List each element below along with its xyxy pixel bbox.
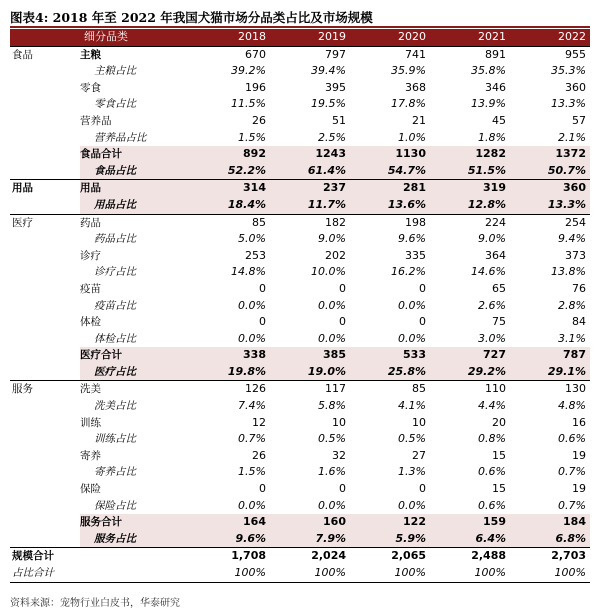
table-row [10, 298, 590, 315]
table-row [10, 464, 590, 481]
value-cell: 2,488 [430, 548, 510, 565]
value-cell: 6.8% [510, 531, 590, 548]
value-cell: 16.2% [391, 265, 426, 279]
category-cell [10, 364, 80, 381]
title-divider [10, 26, 590, 28]
value-cell: 19.0% [270, 364, 350, 381]
value-cell: 13.9% [471, 97, 506, 111]
value-cell: 2,024 [270, 548, 350, 565]
value-cell: 20 [492, 415, 506, 429]
value-cell: 741 [350, 46, 430, 63]
value-cell: 184 [510, 514, 590, 531]
value-cell: 254 [510, 214, 590, 231]
value-cell: 2.8% [558, 298, 586, 312]
value-cell: 0.7% [238, 432, 266, 446]
value-cell: 1,708 [190, 548, 270, 565]
table-row [10, 130, 590, 147]
subcategory-cell: 体检占比 [94, 332, 136, 345]
category-cell [10, 130, 80, 147]
category-cell [10, 464, 80, 481]
value-cell: 54.7% [350, 163, 430, 180]
value-cell: 39.2% [231, 64, 266, 78]
subcategory-cell: 医疗合计 [80, 347, 190, 364]
value-cell: 0.6% [558, 432, 586, 446]
value-cell: 85 [350, 381, 430, 398]
value-cell: 61.4% [270, 163, 350, 180]
table-row [10, 264, 590, 281]
value-cell: 35.8% [471, 64, 506, 78]
category-cell: 食品 [10, 46, 80, 63]
value-cell: 3.0% [478, 331, 506, 345]
subcategory-cell: 零食占比 [94, 98, 136, 111]
category-cell: 服务 [10, 381, 80, 398]
header-year-2021: 2021 [430, 29, 510, 46]
category-cell [10, 531, 80, 548]
value-cell: 533 [350, 347, 430, 364]
subcategory-cell: 疫苗占比 [94, 299, 136, 312]
value-cell: 4.1% [398, 399, 426, 413]
category-cell [10, 248, 80, 265]
category-cell [10, 314, 80, 331]
value-cell: 314 [190, 180, 270, 197]
value-cell: 25.8% [350, 364, 430, 381]
value-cell: 15 [492, 448, 506, 462]
value-cell: 10.0% [311, 265, 346, 279]
market-share-table [10, 29, 590, 583]
category-cell [10, 146, 80, 163]
value-cell: 10 [332, 415, 346, 429]
subcategory-cell: 营养品占比 [94, 131, 147, 144]
table-row [10, 548, 590, 565]
table-row [10, 46, 590, 63]
table-body [10, 46, 590, 582]
value-cell: 1.8% [478, 130, 506, 144]
value-cell: 5.0% [238, 232, 266, 246]
value-cell: 16 [572, 415, 586, 429]
value-cell: 727 [430, 347, 510, 364]
subcategory-cell: 诊疗 [80, 249, 101, 262]
table-row [10, 96, 590, 113]
table-row [10, 231, 590, 248]
category-cell [10, 448, 80, 465]
value-cell: 2,703 [510, 548, 590, 565]
subcategory-cell: 主粮占比 [94, 65, 136, 78]
value-cell: 13.6% [350, 197, 430, 214]
value-cell: 0.0% [318, 298, 346, 312]
category-cell [10, 331, 80, 348]
value-cell: 1282 [430, 146, 510, 163]
table-row [10, 448, 590, 465]
table-row [10, 80, 590, 97]
value-cell: 224 [430, 214, 510, 231]
value-cell: 0.0% [398, 498, 426, 512]
value-cell: 3.1% [558, 331, 586, 345]
value-cell: 1.3% [398, 465, 426, 479]
value-cell: 202 [325, 248, 346, 262]
value-cell: 198 [350, 214, 430, 231]
value-cell: 17.8% [391, 97, 426, 111]
value-cell: 39.4% [311, 64, 346, 78]
value-cell: 12 [252, 415, 266, 429]
value-cell: 126 [190, 381, 270, 398]
category-cell [10, 197, 80, 214]
value-cell: 338 [190, 347, 270, 364]
table-header-row [10, 29, 590, 46]
value-cell: 0.5% [398, 432, 426, 446]
value-cell: 117 [270, 381, 350, 398]
table-row [10, 197, 590, 214]
category-cell [10, 514, 80, 531]
category-cell: 占比合计 [10, 565, 80, 582]
header-year-2019: 2019 [270, 29, 350, 46]
value-cell: 13.3% [510, 197, 590, 214]
subcategory-cell: 营养品 [80, 114, 112, 127]
value-cell: 32 [332, 448, 346, 462]
value-cell: 76 [572, 281, 586, 295]
table-row [10, 113, 590, 130]
category-cell: 用品 [10, 180, 80, 197]
value-cell: 0.5% [318, 432, 346, 446]
value-cell: 19 [572, 448, 586, 462]
value-cell: 2.6% [478, 298, 506, 312]
subcategory-cell [80, 565, 190, 582]
table-row [10, 163, 590, 180]
value-cell: 19 [572, 482, 586, 496]
value-cell: 0 [259, 482, 266, 496]
value-cell: 0.0% [398, 331, 426, 345]
value-cell: 18.4% [190, 197, 270, 214]
value-cell: 26 [252, 113, 266, 127]
value-cell: 84 [572, 315, 586, 329]
value-cell: 797 [270, 46, 350, 63]
value-cell: 1243 [270, 146, 350, 163]
value-cell: 15 [492, 482, 506, 496]
table-row [10, 481, 590, 498]
table-row [10, 146, 590, 163]
value-cell: 19.8% [190, 364, 270, 381]
value-cell: 368 [405, 80, 426, 94]
value-cell: 29.1% [510, 364, 590, 381]
subcategory-cell: 药品 [80, 214, 190, 231]
value-cell: 100% [270, 565, 350, 582]
category-cell [10, 63, 80, 80]
table-row [10, 248, 590, 265]
subcategory-cell: 体检 [80, 316, 101, 329]
value-cell: 0.0% [318, 331, 346, 345]
value-cell: 335 [405, 248, 426, 262]
value-cell: 787 [510, 347, 590, 364]
value-cell: 130 [510, 381, 590, 398]
value-cell: 29.2% [430, 364, 510, 381]
value-cell: 14.8% [231, 265, 266, 279]
table-row [10, 331, 590, 348]
category-cell [10, 163, 80, 180]
subcategory-cell: 零食 [80, 81, 101, 94]
table-row [10, 381, 590, 398]
value-cell: 253 [245, 248, 266, 262]
value-cell: 5.9% [350, 531, 430, 548]
subcategory-cell: 洗美 [80, 381, 190, 398]
value-cell: 9.0% [478, 232, 506, 246]
value-cell: 122 [350, 514, 430, 531]
value-cell: 11.7% [270, 197, 350, 214]
table-row [10, 531, 590, 548]
value-cell: 281 [350, 180, 430, 197]
category-cell: 规模合计 [10, 548, 80, 565]
category-cell [10, 498, 80, 515]
value-cell: 9.6% [190, 531, 270, 548]
subcategory-cell: 诊疗占比 [94, 266, 136, 279]
table-row [10, 347, 590, 364]
value-cell: 2.5% [318, 130, 346, 144]
subcategory-cell: 寄养占比 [94, 466, 136, 479]
value-cell: 100% [350, 565, 430, 582]
header-year-2022: 2022 [510, 29, 590, 46]
value-cell: 1.6% [318, 465, 346, 479]
value-cell: 13.3% [551, 97, 586, 111]
subcategory-cell: 医疗占比 [80, 364, 190, 381]
table-row [10, 63, 590, 80]
value-cell: 26 [252, 448, 266, 462]
value-cell: 0.0% [398, 298, 426, 312]
table-row [10, 415, 590, 432]
header-year-2020: 2020 [350, 29, 430, 46]
value-cell: 7.9% [270, 531, 350, 548]
table-row [10, 514, 590, 531]
value-cell: 2,065 [350, 548, 430, 565]
table-row [10, 314, 590, 331]
value-cell: 237 [270, 180, 350, 197]
value-cell: 9.6% [398, 232, 426, 246]
value-cell: 0 [259, 281, 266, 295]
value-cell: 5.8% [318, 399, 346, 413]
value-cell: 27 [412, 448, 426, 462]
value-cell: 0 [339, 281, 346, 295]
category-cell [10, 264, 80, 281]
subcategory-cell: 主粮 [80, 46, 190, 63]
value-cell: 45 [492, 113, 506, 127]
value-cell: 160 [270, 514, 350, 531]
value-cell: 892 [190, 146, 270, 163]
value-cell: 100% [190, 565, 270, 582]
source-note: 资料来源：宠物行业白皮书，华泰研究 [10, 598, 180, 609]
table-row [10, 431, 590, 448]
header-year-2018: 2018 [190, 29, 270, 46]
value-cell: 52.2% [190, 163, 270, 180]
value-cell: 0.6% [478, 465, 506, 479]
value-cell: 21 [412, 113, 426, 127]
value-cell: 1372 [510, 146, 590, 163]
subcategory-cell: 用品占比 [80, 197, 190, 214]
value-cell: 9.0% [318, 232, 346, 246]
subcategory-cell: 服务占比 [80, 531, 190, 548]
subcategory-cell: 训练占比 [94, 433, 136, 446]
value-cell: 182 [270, 214, 350, 231]
category-cell [10, 298, 80, 315]
table-row [10, 180, 590, 197]
category-cell: 医疗 [10, 214, 80, 231]
subcategory-cell [80, 548, 190, 565]
value-cell: 0.6% [478, 498, 506, 512]
table-row [10, 498, 590, 515]
figure-title: 图表4: 2018 年至 2022 年我国犬猫市场分品类占比及市场规模 [10, 10, 373, 25]
subcategory-cell: 食品占比 [80, 163, 190, 180]
value-cell: 110 [430, 381, 510, 398]
value-cell: 395 [325, 80, 346, 94]
value-cell: 65 [492, 281, 506, 295]
subcategory-cell: 药品占比 [94, 233, 136, 246]
value-cell: 1.0% [398, 130, 426, 144]
subcategory-cell: 寄养 [80, 449, 101, 462]
value-cell: 1130 [350, 146, 430, 163]
subcategory-cell: 保险占比 [94, 499, 136, 512]
value-cell: 0.0% [318, 498, 346, 512]
value-cell: 50.7% [510, 163, 590, 180]
value-cell: 360 [510, 180, 590, 197]
value-cell: 2.1% [558, 130, 586, 144]
value-cell: 19.5% [311, 97, 346, 111]
value-cell: 51.5% [430, 163, 510, 180]
value-cell: 57 [572, 113, 586, 127]
value-cell: 85 [190, 214, 270, 231]
value-cell: 164 [190, 514, 270, 531]
category-cell [10, 431, 80, 448]
value-cell: 6.4% [430, 531, 510, 548]
category-cell [10, 398, 80, 415]
subcategory-cell: 保险 [80, 483, 101, 496]
value-cell: 364 [485, 248, 506, 262]
subcategory-cell: 用品 [80, 180, 190, 197]
value-cell: 891 [430, 46, 510, 63]
value-cell: 100% [510, 565, 590, 582]
category-cell [10, 80, 80, 97]
value-cell: 346 [485, 80, 506, 94]
subcategory-cell: 疫苗 [80, 282, 101, 295]
value-cell: 0 [419, 281, 426, 295]
table-row [10, 398, 590, 415]
value-cell: 0 [419, 315, 426, 329]
category-cell [10, 113, 80, 130]
value-cell: 4.8% [558, 399, 586, 413]
value-cell: 35.9% [391, 64, 426, 78]
value-cell: 670 [190, 46, 270, 63]
value-cell: 0.0% [238, 331, 266, 345]
value-cell: 319 [430, 180, 510, 197]
value-cell: 0 [259, 315, 266, 329]
value-cell: 0.0% [238, 498, 266, 512]
header-subcategory: 细分品类 [80, 29, 190, 46]
value-cell: 0 [339, 482, 346, 496]
value-cell: 955 [510, 46, 590, 63]
subcategory-cell: 食品合计 [80, 146, 190, 163]
value-cell: 385 [270, 347, 350, 364]
value-cell: 0 [419, 482, 426, 496]
value-cell: 159 [430, 514, 510, 531]
table-row [10, 281, 590, 298]
value-cell: 7.4% [238, 399, 266, 413]
value-cell: 100% [430, 565, 510, 582]
value-cell: 0.8% [478, 432, 506, 446]
subcategory-cell: 洗美占比 [94, 400, 136, 413]
value-cell: 1.5% [238, 465, 266, 479]
value-cell: 0.7% [558, 465, 586, 479]
table-row [10, 565, 590, 582]
category-cell [10, 281, 80, 298]
value-cell: 14.6% [471, 265, 506, 279]
value-cell: 373 [565, 248, 586, 262]
category-cell [10, 231, 80, 248]
header-category-cell [10, 29, 80, 46]
table-row [10, 364, 590, 381]
category-cell [10, 481, 80, 498]
subcategory-cell: 训练 [80, 416, 101, 429]
value-cell: 35.3% [551, 64, 586, 78]
value-cell: 10 [412, 415, 426, 429]
value-cell: 13.8% [551, 265, 586, 279]
value-cell: 196 [245, 80, 266, 94]
subcategory-cell: 服务合计 [80, 514, 190, 531]
value-cell: 1.5% [238, 130, 266, 144]
value-cell: 75 [492, 315, 506, 329]
category-cell [10, 415, 80, 432]
value-cell: 12.8% [430, 197, 510, 214]
value-cell: 360 [565, 80, 586, 94]
value-cell: 0.7% [558, 498, 586, 512]
category-cell [10, 347, 80, 364]
table-row [10, 214, 590, 231]
value-cell: 0 [339, 315, 346, 329]
value-cell: 4.4% [478, 399, 506, 413]
value-cell: 9.4% [558, 232, 586, 246]
value-cell: 51 [332, 113, 346, 127]
category-cell [10, 96, 80, 113]
value-cell: 11.5% [231, 97, 266, 111]
value-cell: 0.0% [238, 298, 266, 312]
